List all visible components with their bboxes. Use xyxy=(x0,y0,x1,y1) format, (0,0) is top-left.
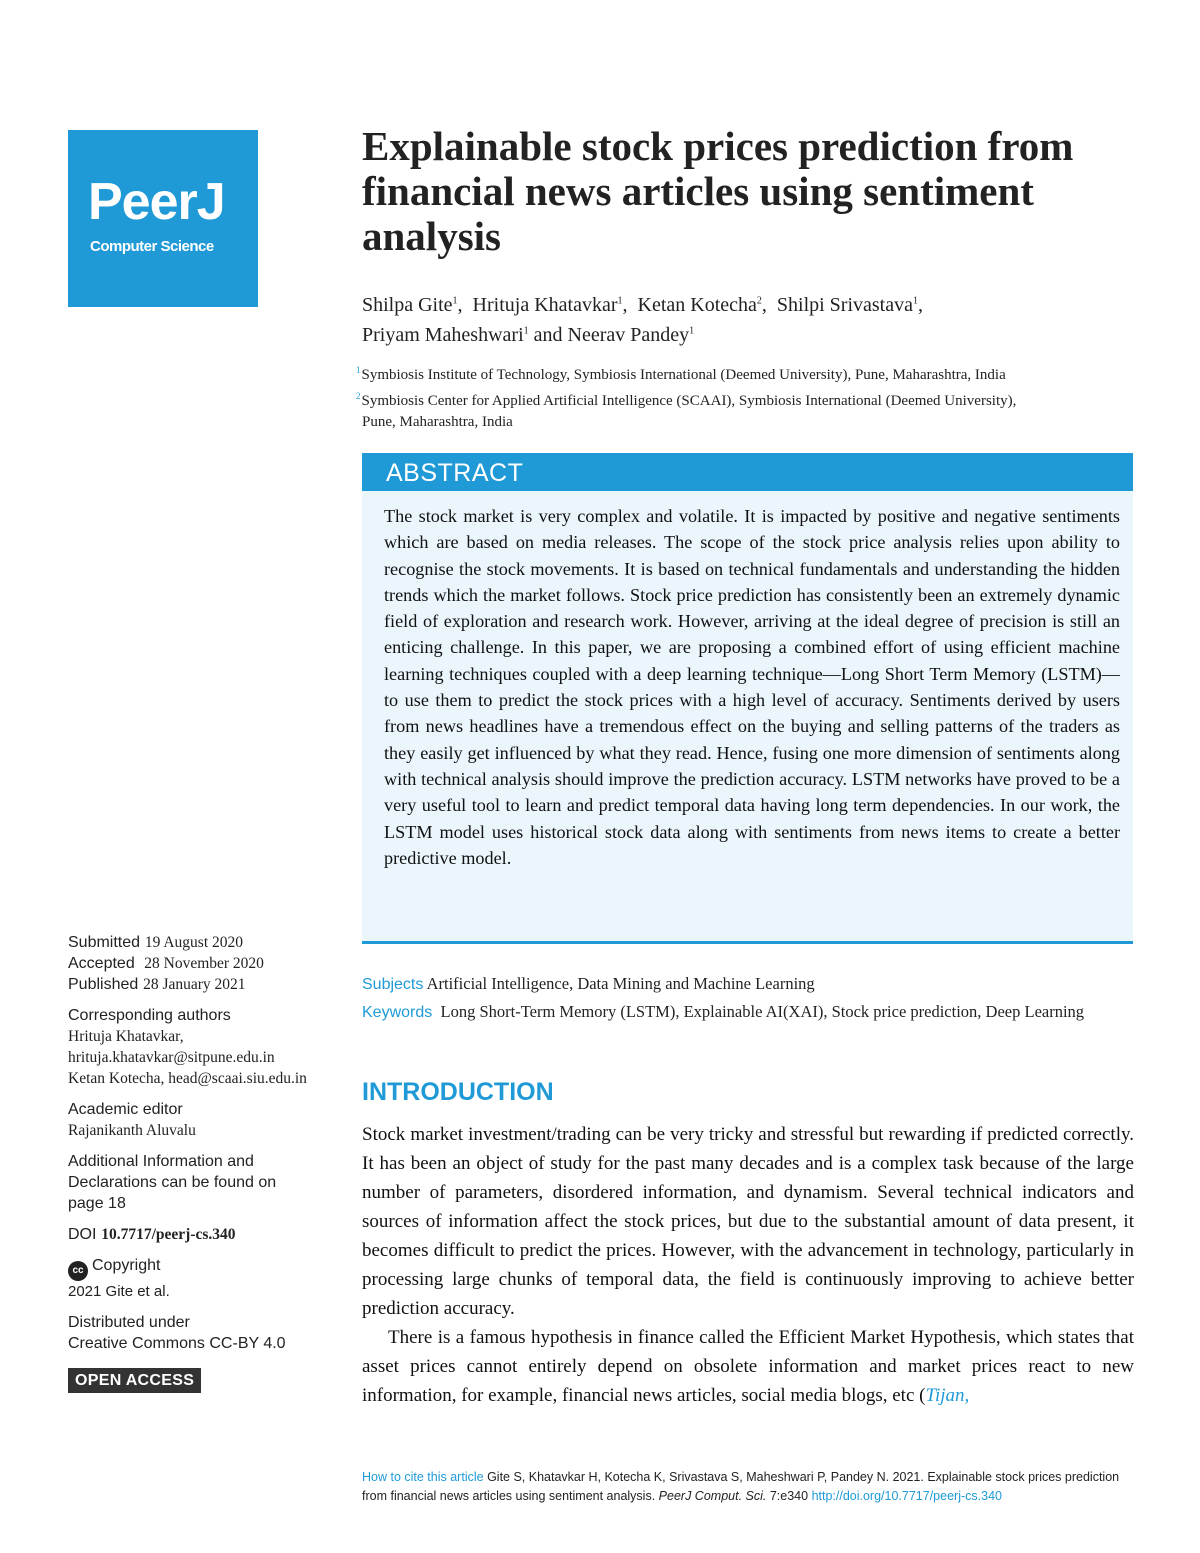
affiliations xyxy=(356,360,1142,433)
doi-label: DOI xyxy=(68,1226,97,1243)
academic-editor-name: Rajanikanth Aluvalu xyxy=(68,1122,196,1139)
author-name[interactable]: Hrituja Khatavkar xyxy=(472,294,618,316)
doi-link[interactable]: 10.7717/peerj-cs.340 xyxy=(101,1226,236,1243)
peerj-logo xyxy=(68,130,258,307)
copyright-value: 2021 Gite et al. xyxy=(68,1283,170,1300)
logo-subtitle: Computer Science xyxy=(90,238,214,255)
citation-footer xyxy=(362,1468,1142,1506)
citation-link[interactable]: Tijan, xyxy=(925,1385,970,1406)
introduction-heading: INTRODUCTION xyxy=(362,1078,554,1106)
creative-commons-icon: cc xyxy=(68,1261,88,1281)
author-name[interactable]: Shilpi Srivastava xyxy=(776,294,913,316)
title-line-3: analysis xyxy=(362,213,501,259)
keywords-value: Long Short-Term Memory (LSTM), Explainable AI(XAI), Stock price prediction, Deep Learning xyxy=(440,1002,1085,1021)
submitted-label: Submitted xyxy=(68,934,141,951)
author-affiliation: 1 xyxy=(523,325,529,337)
cite-journal: PeerJ Comput. Sci. xyxy=(658,1489,767,1503)
published-date: 28 January 2021 xyxy=(143,976,246,993)
author-affiliation: 2 xyxy=(756,295,762,307)
author-list: Shilpa Gite$^1$, Hrituja Khatavkar$^1$, Ketan Kotecha$^2$, Shilpi Srivastava$^1$, Priyam Maheshwari$^1$ and Neerav Pandey$^1$ xyxy=(362,294,923,346)
author-affiliation: 1 xyxy=(913,295,918,307)
paper-title xyxy=(362,124,1162,259)
author-affiliation: 1 xyxy=(617,295,623,307)
cite-volume: 7:e340 xyxy=(769,1489,809,1503)
affiliation-2-cont: Pune, Maharashtra, India xyxy=(362,414,513,430)
corresponding-email-1[interactable]: hrituja.khatavkar@sitpune.edu.in xyxy=(68,1049,275,1066)
cite-label: How to cite this article xyxy=(362,1470,484,1484)
subjects-value: Artificial Intelligence, Data Mining and Machine Learning xyxy=(426,974,815,993)
abstract-text: The stock market is very complex and volatile. It is impacted by positive and negative sentiments which are based on media releases. The scope of the stock price analysis relies upon ability to recognise the stock movements. It is based on technical fundamentals and understanding the hidden trends which the market follows. Stock price prediction has consistently been an extremely dynamic field of exploration and research work. However, arriving at the ideal degree of precision is still an enticing challenge. In this paper, we are proposing a combined effort of using efficient machine learning techniques coupled with a deep learning technique—Long Short Term Memory (LSTM)—to use them to predict the stock prices with a high level of accuracy. Sentiments derived by users from news headlines have a tremendous effect on the buying and selling patterns of the traders as they easily get influenced by what they read. Hence, fusing one more dimension of sentiments along with technical analysis should improve the prediction accuracy. LSTM networks have proved to be a very useful tool to learn and predict temporal data having long term dependencies. In our work, the LSTM model uses historical stock data along with sentiments from news items to create a better predictive model. xyxy=(384,506,1120,868)
abstract-header xyxy=(362,453,1133,491)
abstract-box xyxy=(362,491,1133,944)
author-name[interactable]: Shilpa Gite xyxy=(362,294,453,316)
subjects-keywords xyxy=(362,972,1142,1025)
author-conjunction: and xyxy=(533,324,563,346)
subjects-label: Subjects xyxy=(362,976,424,993)
corresponding-author-1: Hrituja Khatavkar, xyxy=(68,1028,184,1045)
open-access-badge: OPEN ACCESS xyxy=(68,1368,201,1393)
intro-paragraph-1: Stock market investment/trading can be very tricky and stressful but rewarding if predicted correctly. It has been an object of study for the past many decades and is a complex task because of the large number of parameters, disordered information, and dynamism. Several technical indicators and sources of information affect the stock prices, but due to the substantial amount of data present, it becomes difficult to predict the prices. However, with the advancement in technology, particularly in processing large chunks of temporal data, the field is continuously improving to achieve better prediction accuracy. xyxy=(362,1124,1134,1319)
logo-brand: PeerJ xyxy=(88,173,225,231)
distributed-label: Distributed under xyxy=(68,1314,190,1331)
author-name[interactable]: Ketan Kotecha xyxy=(637,294,757,316)
cite-url[interactable]: http://doi.org/10.7717/peerj-cs.340 xyxy=(811,1489,1002,1503)
affiliation-2: $^2$Symbiosis Center for Applied Artificial Intelligence (SCAAI), Symbiosis International (Deemed University), xyxy=(356,391,1017,409)
introduction-body xyxy=(362,1120,1134,1410)
affiliation-1: $^1$Symbiosis Institute of Technology, Symbiosis International (Deemed University), Pune, Maharashtra, India xyxy=(356,365,1006,383)
cite-text: Gite S, Khatavkar H, Kotecha K, Srivastava S, Maheshwari P, Pandey N. 2021. Explainable stock prices prediction from financial news articles using sentiment analysis. xyxy=(362,1470,1120,1503)
accepted-date: 28 November 2020 xyxy=(144,955,264,972)
submitted-date: 19 August 2020 xyxy=(144,934,244,951)
license-link[interactable]: Creative Commons CC-BY 4.0 xyxy=(68,1335,286,1352)
author-affiliation: 1 xyxy=(452,295,458,307)
author-name[interactable]: Priyam Maheshwari xyxy=(362,324,524,346)
article-sidebar xyxy=(68,932,348,1403)
intro-paragraph-2: There is a famous hypothesis in finance called the Efficient Market Hypothesis, which states that asset prices cannot entirely depend on obsolete information and market prices react to new information, for example, financial news articles, social media blogs, etc (Tijan, xyxy=(362,1327,1134,1406)
academic-editor-label: Academic editor xyxy=(68,1101,183,1118)
accepted-label: Accepted xyxy=(68,955,135,972)
title-line-2: financial news articles using sentiment xyxy=(362,168,1034,214)
author-affiliation: 1 xyxy=(689,325,695,337)
corresponding-label: Corresponding authors xyxy=(68,1007,231,1024)
additional-info: Additional Information and Declarations can be found on page 18 xyxy=(68,1153,277,1212)
title-line-1: Explainable stock prices prediction from xyxy=(362,123,1074,169)
published-label: Published xyxy=(68,976,139,993)
author-name[interactable]: Neerav Pandey xyxy=(567,324,690,346)
keywords-label: Keywords xyxy=(362,1004,433,1021)
copyright-label: Copyright xyxy=(92,1257,161,1274)
abstract-heading: ABSTRACT xyxy=(386,459,524,487)
corresponding-author-2[interactable]: Ketan Kotecha, head@scaai.siu.edu.in xyxy=(68,1070,307,1087)
